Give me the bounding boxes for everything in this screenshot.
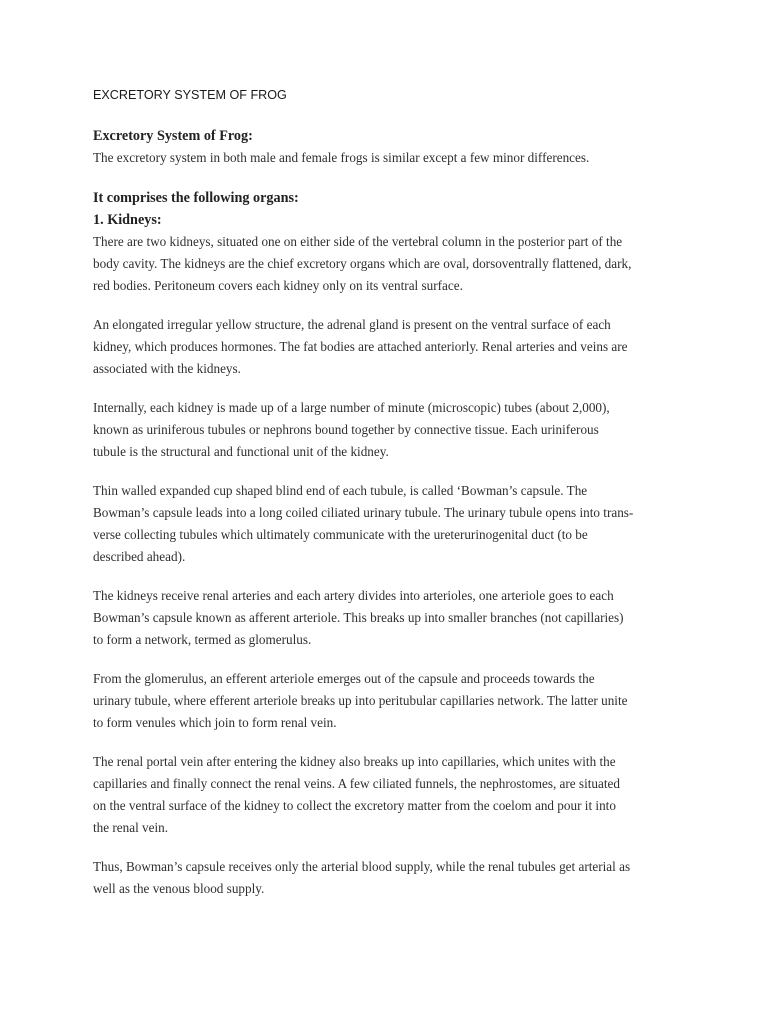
paragraph-line: The kidneys receive renal arteries and each artery divides into arterioles, one arteriole goes to each (93, 588, 614, 603)
paragraph-line: known as uriniferous tubules or nephrons bound together by connective tissue. Each uriniferous (93, 422, 599, 437)
paragraph-blood-supply (93, 856, 683, 900)
intro-paragraph: The excretory system in both male and female frogs is similar except a few minor differences. (93, 150, 590, 165)
paragraph-line: well as the venous blood supply. (93, 881, 265, 896)
paragraph-line: the renal vein. (93, 820, 169, 835)
paragraph-line: associated with the kidneys. (93, 361, 241, 376)
paragraph-line: described ahead). (93, 549, 186, 564)
paragraph-line: on the ventral surface of the kidney to collect the excretory matter from the coelom and pour it into (93, 798, 616, 813)
paragraph-line: Thus, Bowman’s capsule receives only the arterial blood supply, while the renal tubules get arterial as (93, 859, 631, 874)
document-title: EXCRETORY SYSTEM OF FROG (93, 88, 287, 102)
organs-heading: It comprises the following organs: (93, 190, 299, 206)
kidneys-heading: 1. Kidneys: (93, 212, 162, 228)
paragraph-line: urinary tubule, where efferent arteriole breaks up into peritubular capillaries network. The latter unite (93, 693, 628, 708)
paragraph-line: verse collecting tubules which ultimately communicate with the ureterurinogenital duct (to be (93, 527, 588, 542)
main-heading: Excretory System of Frog: (93, 128, 253, 144)
paragraph-line: From the glomerulus, an efferent arteriole emerges out of the capsule and proceeds towards the (93, 671, 595, 686)
paragraph-line: Bowman’s capsule leads into a long coiled ciliated urinary tubule. The urinary tubule opens into trans- (93, 505, 634, 520)
paragraph-line: Bowman’s capsule known as afferent arteriole. This breaks up into smaller branches (not capillaries) (93, 610, 624, 625)
paragraph-line: The renal portal vein after entering the kidney also breaks up into capillaries, which unites with the (93, 754, 616, 769)
paragraph-line: to form a network, termed as glomerulus. (93, 632, 312, 647)
paragraph-line: There are two kidneys, situated one on either side of the vertebral column in the posterior part of the (93, 234, 623, 249)
paragraph-bowmans-capsule (93, 480, 683, 568)
paragraph-line: An elongated irregular yellow structure, the adrenal gland is present on the ventral surface of each (93, 317, 611, 332)
paragraph-line: capillaries and finally connect the renal veins. A few ciliated funnels, the nephrostomes, are situated (93, 776, 620, 791)
paragraph-line: to form venules which join to form renal vein. (93, 715, 337, 730)
paragraph-line: Thin walled expanded cup shaped blind end of each tubule, is called ‘Bowman’s capsule. The (93, 483, 588, 498)
paragraph-renal-arteries (93, 585, 683, 651)
paragraph-line: Internally, each kidney is made up of a large number of minute (microscopic) tubes (about 2,000), (93, 400, 610, 415)
paragraph-line: body cavity. The kidneys are the chief excretory organs which are oval, dorsoventrally flattened, dark, (93, 256, 632, 271)
paragraph-line: kidney, which produces hormones. The fat bodies are attached anteriorly. Renal arteries and veins are (93, 339, 628, 354)
document-page (93, 86, 683, 917)
paragraph-line: red bodies. Peritoneum covers each kidney only on its ventral surface. (93, 278, 463, 293)
paragraph-glomerulus (93, 668, 683, 734)
paragraph-kidneys-location (93, 231, 683, 297)
paragraph-nephrons (93, 397, 683, 463)
paragraph-line: tubule is the structural and functional unit of the kidney. (93, 444, 389, 459)
paragraph-adrenal-gland (93, 314, 683, 380)
paragraph-renal-portal-vein (93, 751, 683, 839)
